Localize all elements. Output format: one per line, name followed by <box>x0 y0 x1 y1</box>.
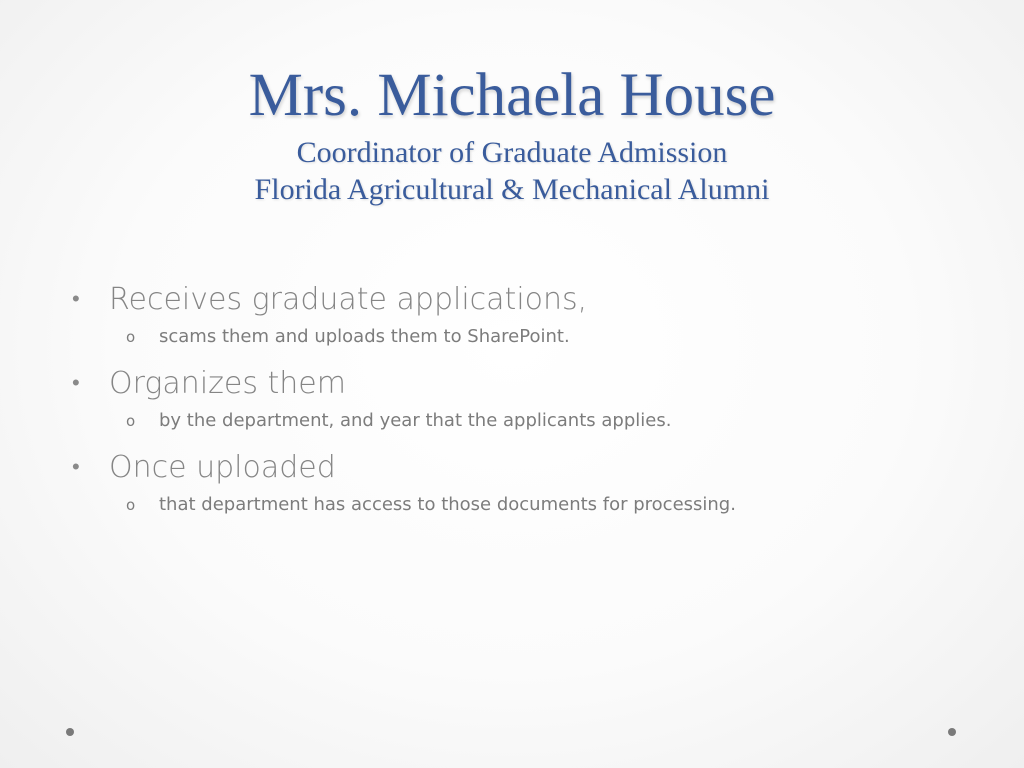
corner-dot-right <box>948 728 956 736</box>
bullet-group-3 <box>72 448 972 518</box>
slide-subtitle-role: Coordinator of Graduate Admission <box>296 136 728 169</box>
bullet-marker: • <box>72 371 80 396</box>
sub-bullet-marker: o <box>126 496 136 514</box>
slide-content <box>72 280 972 532</box>
bullet-marker: • <box>72 455 80 480</box>
bullet-text: Once uploaded <box>109 450 336 485</box>
bullet-item <box>72 364 972 404</box>
bullet-item <box>72 448 972 488</box>
slide-subtitle-affiliation: Florida Agricultural & Mechanical Alumni <box>254 173 770 206</box>
sub-bullet-text: scams them and uploads them to SharePoint. <box>159 326 570 347</box>
slide-title-block <box>0 58 1024 208</box>
bullet-text: Organizes them <box>109 366 346 401</box>
sub-bullet-text: that department has access to those documents for processing. <box>159 494 736 515</box>
bullet-marker: • <box>72 287 80 312</box>
sub-bullet-item <box>72 492 972 518</box>
bullet-group-2 <box>72 364 972 434</box>
sub-bullet-item <box>72 324 972 350</box>
bullet-item <box>72 280 972 320</box>
sub-bullet-text: by the department, and year that the applicants applies. <box>159 410 672 431</box>
sub-bullet-marker: o <box>126 328 136 346</box>
slide-title: Mrs. Michaela House <box>248 62 776 129</box>
bullet-text: Receives graduate applications, <box>109 282 588 317</box>
sub-bullet-marker: o <box>126 412 136 430</box>
bullet-group-1 <box>72 280 972 350</box>
corner-dot-left <box>66 728 74 736</box>
sub-bullet-item <box>72 408 972 434</box>
